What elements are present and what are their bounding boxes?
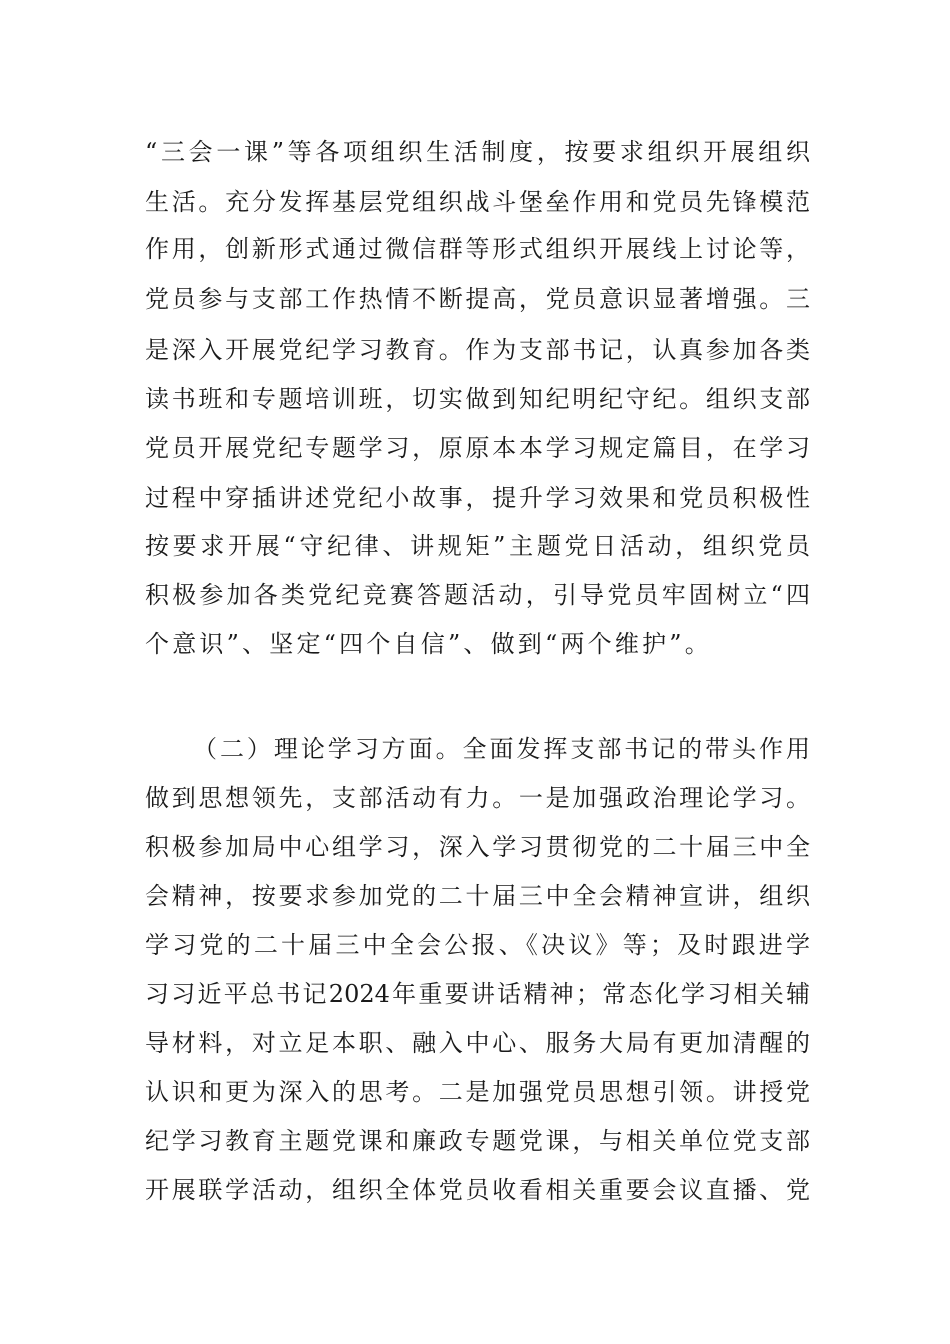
text-line: 做到思想领先，支部活动有力。一是加强政治理论学习。	[145, 784, 810, 812]
section-heading-line: （二）理论学习方面。全面发挥支部书记的带头作用	[193, 735, 810, 763]
text-line: 学习党的二十届三中全会公报、《决议》等；及时跟进学	[145, 931, 810, 959]
text-line: 积极参加局中心组学习，深入学习贯彻党的二十届三中全	[145, 833, 810, 861]
text-line: 党员参与支部工作热情不断提高，党员意识显著增强。三	[145, 285, 810, 313]
text-line: 会精神，按要求参加党的二十届三中全会精神宣讲，组织	[145, 882, 810, 910]
text-line: 读书班和专题培训班，切实做到知纪明纪守纪。组织支部	[145, 385, 810, 413]
text-line: “三会一课”等各项组织生活制度，按要求组织开展组织	[145, 138, 810, 166]
text-line: 按要求开展“守纪律、讲规矩”主题党日活动，组织党员	[145, 532, 810, 560]
text-line: 习习近平总书记2024年重要讲话精神；常态化学习相关辅	[145, 980, 810, 1008]
text-line: 是深入开展党纪学习教育。作为支部书记，认真参加各类	[145, 336, 810, 364]
text-line: 过程中穿插讲述党纪小故事，提升学习效果和党员积极性	[145, 484, 810, 512]
text-line: 党员开展党纪专题学习，原原本本学习规定篇目，在学习	[145, 434, 810, 462]
text-line: 认识和更为深入的思考。二是加强党员思想引领。讲授党	[145, 1078, 810, 1106]
text-line: 积极参加各类党纪竞赛答题活动，引导党员牢固树立“四	[145, 581, 810, 609]
text-line: 生活。充分发挥基层党组织战斗堡垒作用和党员先锋模范	[145, 188, 810, 216]
text-line: 纪学习教育主题党课和廉政专题党课，与相关单位党支部	[145, 1127, 810, 1155]
text-line: 作用，创新形式通过微信群等形式组织开展线上讨论等，	[145, 235, 810, 263]
text-line: 开展联学活动，组织全体党员收看相关重要会议直播、党	[145, 1176, 810, 1204]
text-line: 导材料，对立足本职、融入中心、服务大局有更加清醒的	[145, 1029, 810, 1057]
text-line: 个意识”、坚定“四个自信”、做到“两个维护”。	[145, 630, 712, 658]
